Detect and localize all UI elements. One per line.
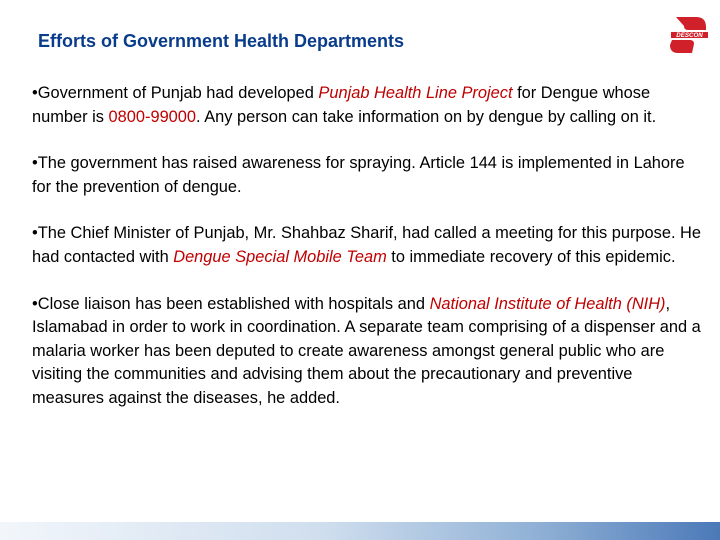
bullet: •	[32, 84, 38, 102]
paragraph-text: . Any person can take information on by dengue by calling on it.	[196, 107, 657, 126]
paragraph-text: The government has raised awareness for spraying. Article 144 is implemented in Lahore for the prevention of dengue.	[32, 154, 685, 196]
highlight-project-name: Punjab Health Line Project	[318, 84, 513, 102]
paragraph-text: Close liaison has been established with hospitals and	[37, 294, 430, 313]
footer-gradient-bar	[0, 522, 720, 540]
slide-body	[32, 82, 704, 434]
paragraph-text: for Dengue whose number is	[32, 84, 651, 126]
paragraph-text: Government of Punjab had developed	[37, 84, 319, 102]
bullet: •	[32, 224, 38, 243]
highlight-team-name: Dengue Special Mobile Team	[173, 247, 387, 266]
slide-title: Efforts of Government Health Departments	[38, 31, 405, 51]
paragraph-text: The Chief Minister of Punjab, Mr. Shahbaz Sharif, had called a meeting for this purpose. He had contacted with	[32, 224, 702, 266]
paragraph-1	[32, 82, 704, 129]
bullet: •	[32, 294, 38, 313]
highlight-institute-name: National Institute of Health (NIH)	[429, 294, 666, 313]
paragraph-text: , Islamabad in order to work in coordination. A separate team comprising of a dispenser and a malaria worker has been deputed to create awareness amongst general public who are visiting the communities and advising them about the precautionary and preventive measures against the diseases, he added.	[32, 294, 701, 407]
descon-logo-icon	[668, 15, 710, 55]
logo-text: DESCON	[676, 32, 703, 39]
paragraph-2	[32, 152, 704, 199]
bullet: •	[32, 154, 38, 173]
paragraph-4	[32, 293, 704, 411]
paragraph-3	[32, 222, 704, 269]
highlight-phone-number: 0800-99000	[108, 107, 197, 126]
paragraph-text: to immediate recovery of this epidemic.	[386, 247, 676, 266]
